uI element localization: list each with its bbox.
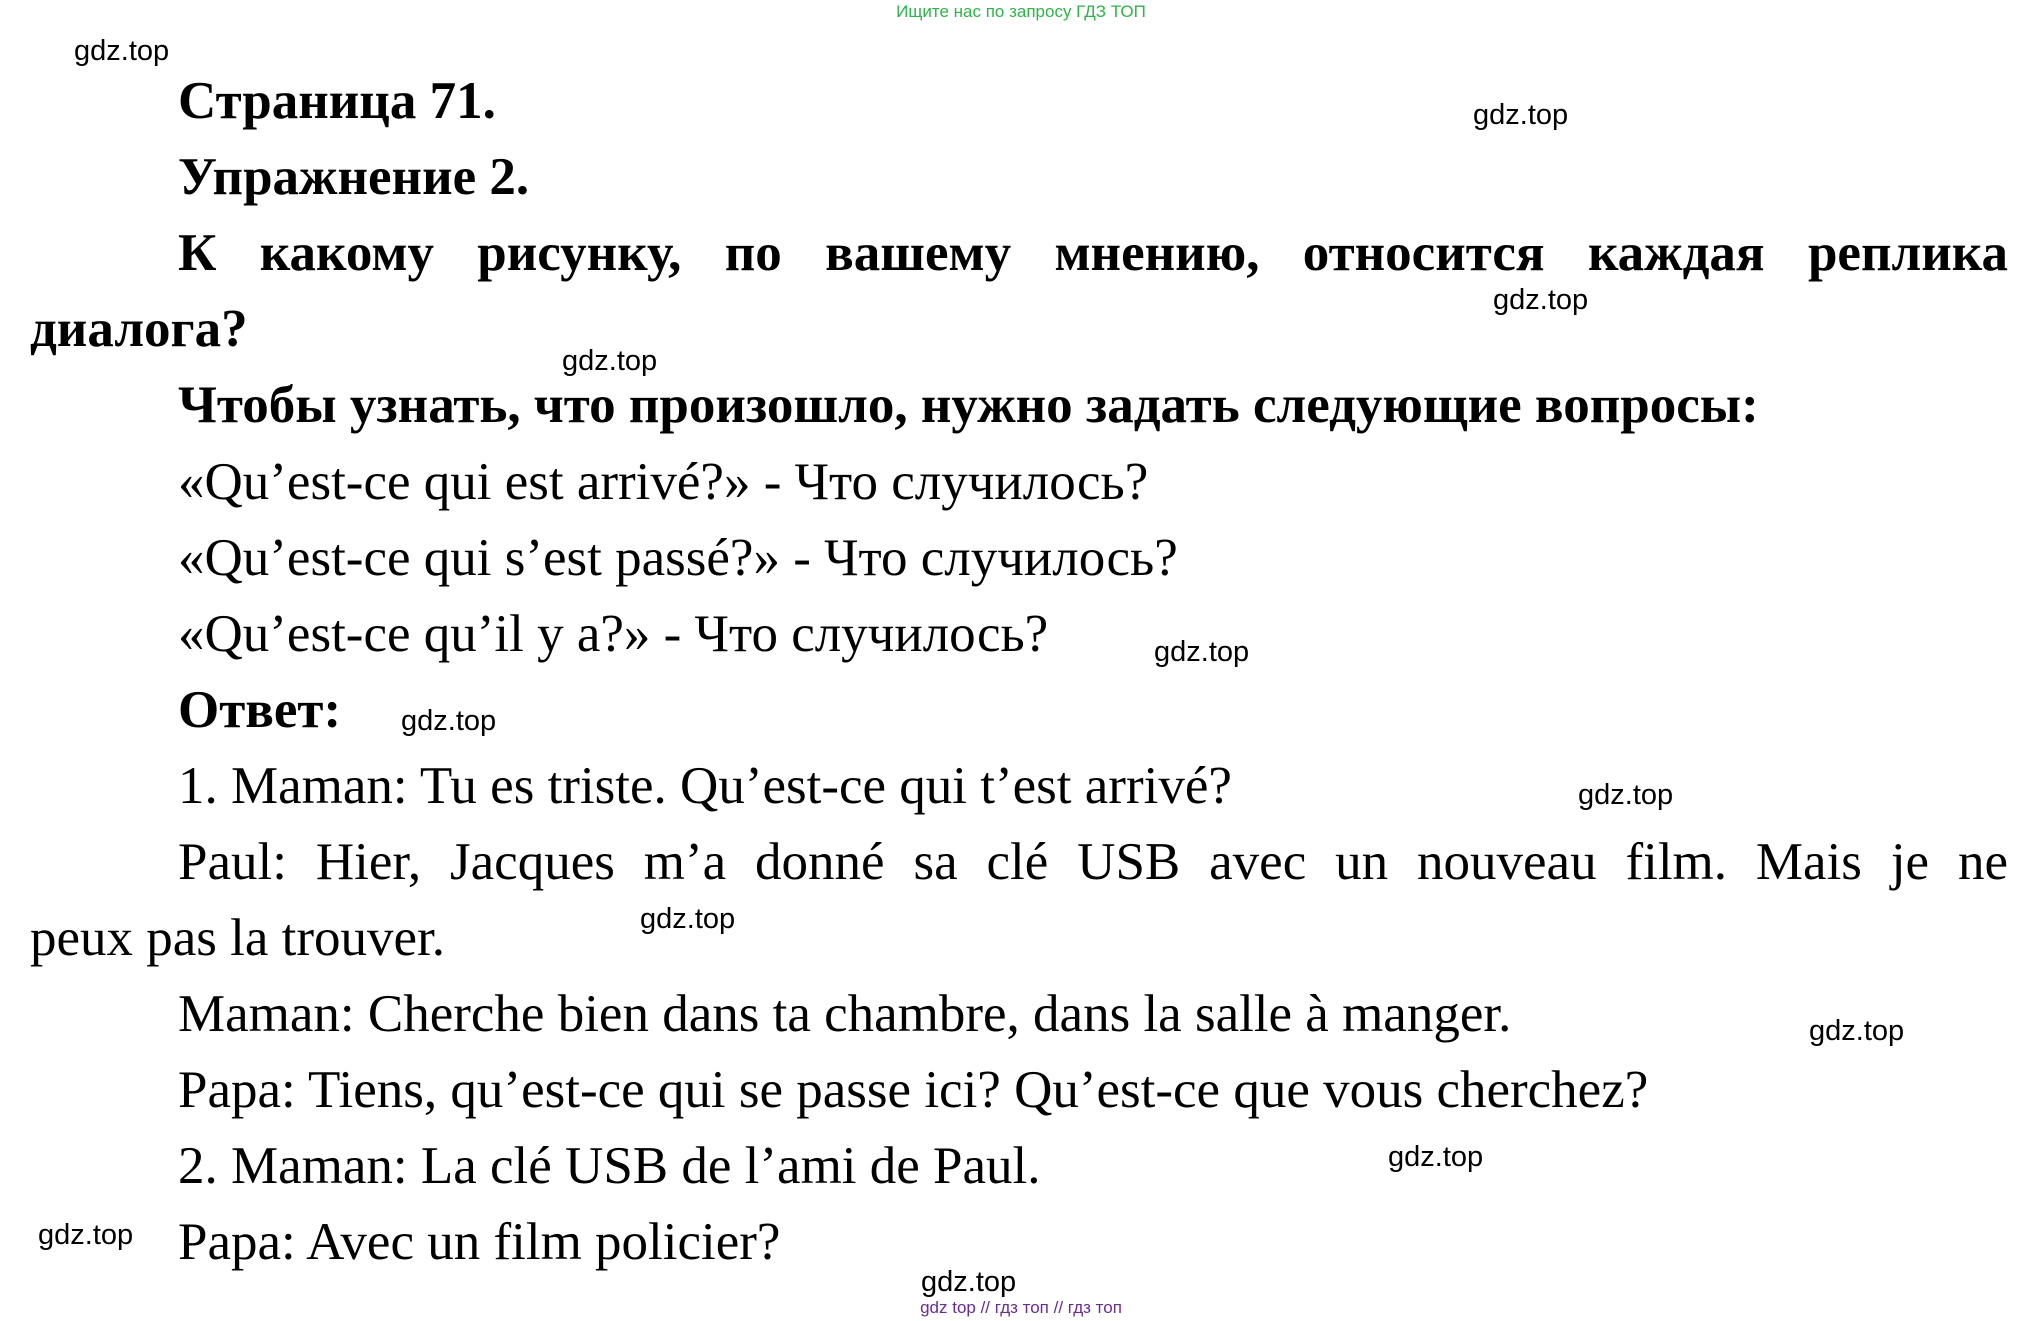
question-3: «Qu’est-ce qu’il y a?» - Что случилось? xyxy=(178,605,1049,663)
watermark: gdz.top xyxy=(1493,284,1589,316)
answer-line-1: 1. Maman: Tu es triste. Qu’est-ce qui t’est arrivé? xyxy=(178,757,1232,815)
answer-line-6: 2. Maman: La clé USB de l’ami de Paul. xyxy=(178,1137,1041,1195)
watermark: gdz.top xyxy=(74,35,170,67)
answer-line-5: Papa: Tiens, qu’est-ce qui se passe ici? Qu’est-ce que vous cherchez? xyxy=(178,1061,1649,1119)
page-title: Страница 71. xyxy=(178,72,496,130)
watermark: gdz.top xyxy=(640,903,736,935)
watermark: gdz.top xyxy=(401,705,497,737)
footer-links[interactable]: gdz top // гдз топ // гдз топ xyxy=(920,1298,1122,1317)
watermark: gdz.top xyxy=(1809,1015,1905,1047)
watermark: gdz.top xyxy=(1388,1141,1484,1173)
watermark: gdz.top xyxy=(38,1219,134,1251)
watermark: gdz.top xyxy=(921,1266,1017,1298)
task-line-2: диалога? xyxy=(30,300,248,358)
task-intro: Чтобы узнать, что произошло, нужно задать следующие вопросы: xyxy=(178,376,1759,434)
watermark: gdz.top xyxy=(1473,99,1569,131)
answer-line-2: Paul: Hier, Jacques m’a donné sa clé USB avec un nouveau film. Mais je ne xyxy=(178,833,2008,891)
watermark: gdz.top xyxy=(1154,636,1250,668)
question-1: «Qu’est-ce qui est arrivé?» - Что случилось? xyxy=(178,453,1149,511)
task-line-1: К какому рисунку, по вашему мнению, относится каждая реплика xyxy=(178,224,2008,282)
answer-line-7: Papa: Avec un film policier? xyxy=(178,1213,781,1271)
search-hint-link[interactable]: Ищите нас по запросу ГДЗ ТОП xyxy=(896,2,1146,21)
watermark: gdz.top xyxy=(1578,779,1674,811)
watermark: gdz.top xyxy=(562,345,658,377)
answer-label: Ответ: xyxy=(178,681,342,739)
answer-line-4: Maman: Cherche bien dans ta chambre, dans la salle à manger. xyxy=(178,985,1512,1043)
answer-line-3: peux pas la trouver. xyxy=(30,909,446,967)
exercise-title: Упражнение 2. xyxy=(178,148,530,206)
question-2: «Qu’est-ce qui s’est passé?» - Что случилось? xyxy=(178,529,1178,587)
